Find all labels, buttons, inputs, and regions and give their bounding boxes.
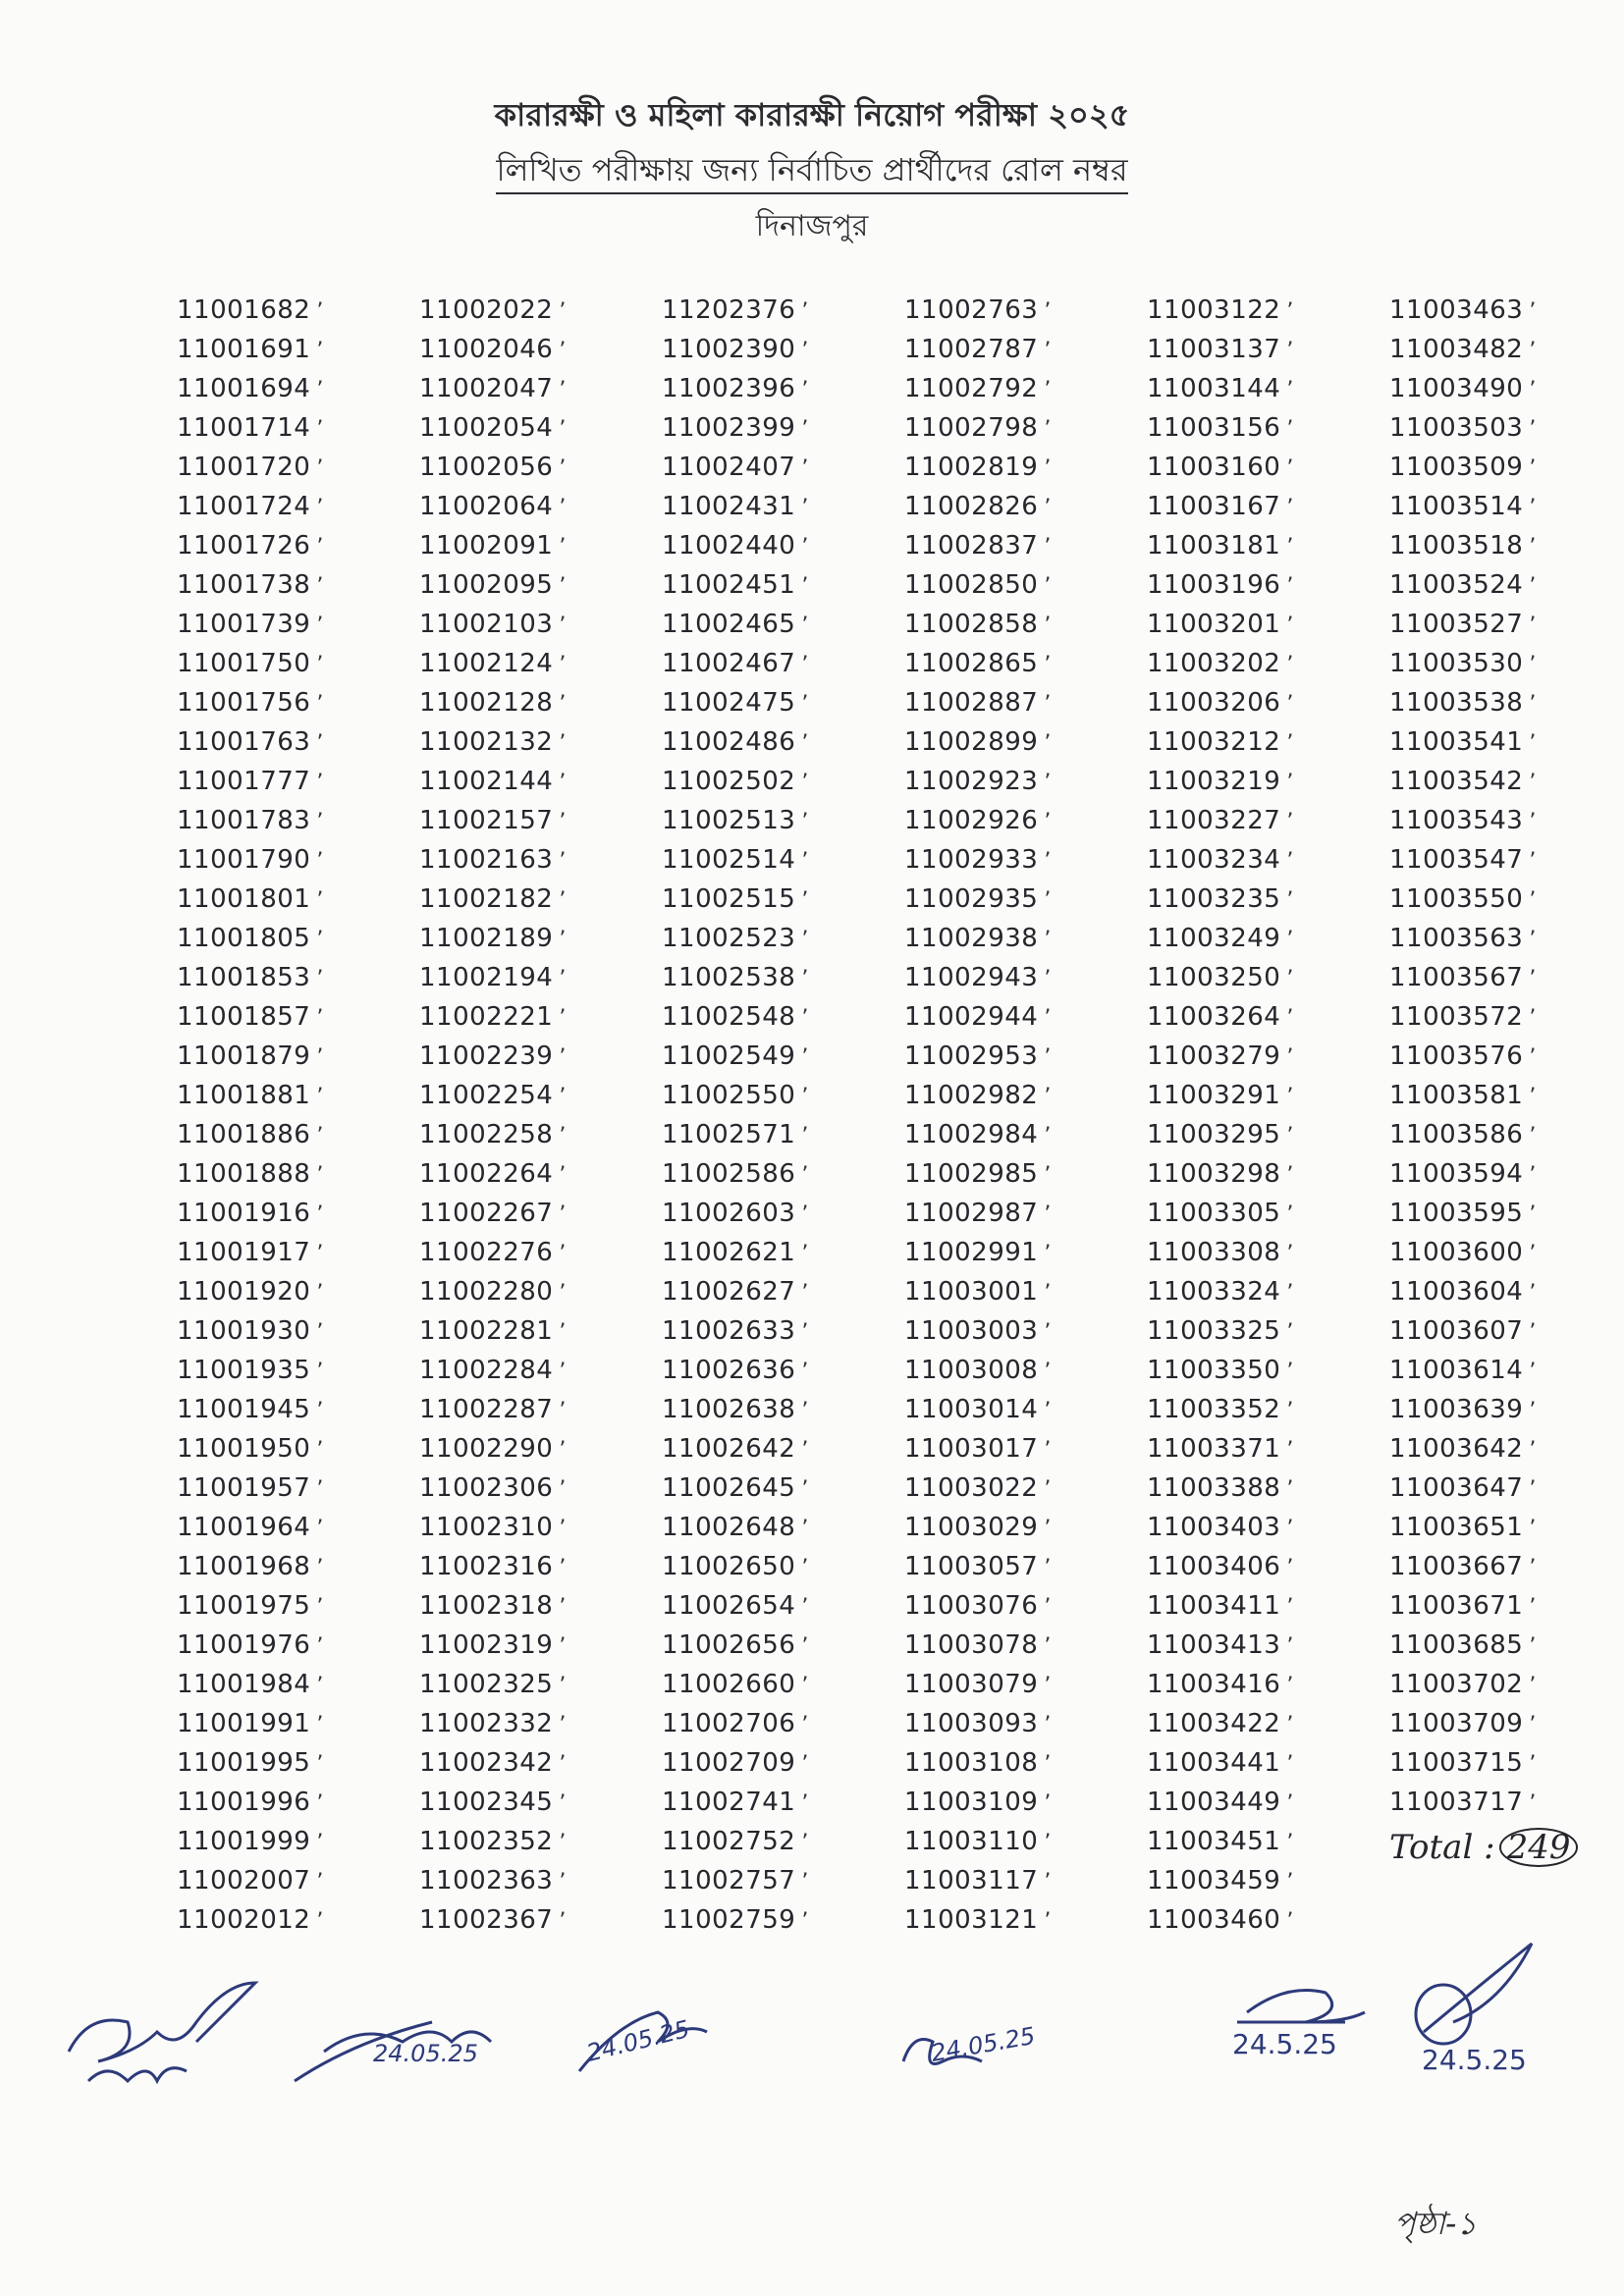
roll-number: 11003614 ’	[1389, 1351, 1624, 1390]
roll-number: 11002660 ’	[662, 1665, 897, 1704]
roll-number: 11003022 ’	[904, 1468, 1140, 1508]
roll-number: 11002642 ’	[662, 1429, 897, 1468]
roll-number: 11002549 ’	[662, 1037, 897, 1076]
svg-text:24.05.25: 24.05.25	[373, 2040, 478, 2067]
roll-number: 11001720 ’	[177, 448, 412, 487]
roll-number: 11002982 ’	[904, 1076, 1140, 1115]
roll-number: 11002396 ’	[662, 369, 897, 408]
roll-number: 11001801 ’	[177, 880, 412, 919]
roll-number: 11001724 ’	[177, 487, 412, 526]
roll-number: 11002798 ’	[904, 408, 1140, 448]
roll-number: 11002194 ’	[419, 958, 655, 997]
roll-number: 11002465 ’	[662, 605, 897, 644]
roll-number: 11002091 ’	[419, 526, 655, 565]
roll-number: 11003121 ’	[904, 1900, 1140, 1940]
roll-number: 11002935 ’	[904, 880, 1140, 919]
roll-number: 11003122 ’	[1147, 291, 1382, 330]
roll-number: 11003490 ’	[1389, 369, 1624, 408]
roll-number: 11002157 ’	[419, 801, 655, 840]
roll-number: 11003518 ’	[1389, 526, 1624, 565]
roll-number: 11003441 ’	[1147, 1743, 1382, 1783]
roll-number: 11003352 ’	[1147, 1390, 1382, 1429]
roll-number: 11002926 ’	[904, 801, 1140, 840]
roll-number: 11003586 ’	[1389, 1115, 1624, 1154]
roll-number: 11002318 ’	[419, 1586, 655, 1626]
roll-number: 11003604 ’	[1389, 1272, 1624, 1311]
roll-number: 11003017 ’	[904, 1429, 1140, 1468]
roll-number: 11001750 ’	[177, 644, 412, 683]
roll-number: 11001783 ’	[177, 801, 412, 840]
roll-number: 11003416 ’	[1147, 1665, 1382, 1704]
roll-number: 11002741 ’	[662, 1783, 897, 1822]
svg-text:24.05.25: 24.05.25	[929, 2021, 1038, 2067]
roll-number: 11001957 ’	[177, 1468, 412, 1508]
roll-number: 11002603 ’	[662, 1194, 897, 1233]
roll-number: 11002124 ’	[419, 644, 655, 683]
roll-number: 11003371 ’	[1147, 1429, 1382, 1468]
total-label: Total :	[1389, 1828, 1495, 1867]
roll-number: 11002757 ’	[662, 1861, 897, 1900]
roll-number: 11002342 ’	[419, 1743, 655, 1783]
roll-number: 11002407 ’	[662, 448, 897, 487]
signature-1	[69, 1983, 255, 2081]
roll-number: 11002865 ’	[904, 644, 1140, 683]
roll-number: 11001886 ’	[177, 1115, 412, 1154]
roll-number: 11001964 ’	[177, 1508, 412, 1547]
total-value: 249	[1499, 1828, 1579, 1867]
roll-number: 11003160 ’	[1147, 448, 1382, 487]
signature-3	[579, 2012, 707, 2071]
roll-number: 11001995 ’	[177, 1743, 412, 1783]
roll-number: 11002332 ’	[419, 1704, 655, 1743]
roll-number: 11003709 ’	[1389, 1704, 1624, 1743]
roll-number: 11003057 ’	[904, 1547, 1140, 1586]
roll-number: 11002276 ’	[419, 1233, 655, 1272]
roll-number: 11002290 ’	[419, 1429, 655, 1468]
roll-number: 11001739 ’	[177, 605, 412, 644]
roll-number: 11001999 ’	[177, 1822, 412, 1861]
roll-number: 11002440 ’	[662, 526, 897, 565]
roll-number: 11003196 ’	[1147, 565, 1382, 605]
roll-number: 11002221 ’	[419, 997, 655, 1037]
roll-number: 11002638 ’	[662, 1390, 897, 1429]
roll-number: 11202376 ’	[662, 291, 897, 330]
roll-number: 11002991 ’	[904, 1233, 1140, 1272]
roll-number: 11003291 ’	[1147, 1076, 1382, 1115]
roll-number: 11002103 ’	[419, 605, 655, 644]
roll-number: 11003460 ’	[1147, 1900, 1382, 1940]
roll-number: 11002953 ’	[904, 1037, 1140, 1076]
roll-number: 11002467 ’	[662, 644, 897, 683]
roll-number: 11003459 ’	[1147, 1861, 1382, 1900]
roll-number: 11002352 ’	[419, 1822, 655, 1861]
roll-number: 11003108 ’	[904, 1743, 1140, 1783]
roll-number: 11003227 ’	[1147, 801, 1382, 840]
roll-number: 11003003 ’	[904, 1311, 1140, 1351]
roll-number: 11003581 ’	[1389, 1076, 1624, 1115]
roll-number: 11002431 ’	[662, 487, 897, 526]
roll-number: 11001756 ’	[177, 683, 412, 722]
signature-6	[1416, 1944, 1532, 2076]
roll-number: 11001945 ’	[177, 1390, 412, 1429]
roll-number: 11002316 ’	[419, 1547, 655, 1586]
roll-number: 11001950 ’	[177, 1429, 412, 1468]
roll-number: 11003181 ’	[1147, 526, 1382, 565]
page-number: পৃষ্ঠা-১	[1394, 2205, 1478, 2242]
roll-number: 11001930 ’	[177, 1311, 412, 1351]
roll-number: 11001682 ’	[177, 291, 412, 330]
roll-number: 11002267 ’	[419, 1194, 655, 1233]
roll-number: 11002128 ’	[419, 683, 655, 722]
roll-number: 11003298 ’	[1147, 1154, 1382, 1194]
roll-number: 11002319 ’	[419, 1626, 655, 1665]
roll-number: 11003403 ’	[1147, 1508, 1382, 1547]
roll-number: 11003595 ’	[1389, 1194, 1624, 1233]
roll-number: 11002182 ’	[419, 880, 655, 919]
roll-number: 11003600 ’	[1389, 1233, 1624, 1272]
roll-number: 11002325 ’	[419, 1665, 655, 1704]
roll-number: 11002022 ’	[419, 291, 655, 330]
roll-number: 11003406 ’	[1147, 1547, 1382, 1586]
roll-number: 11002933 ’	[904, 840, 1140, 880]
roll-number: 11002502 ’	[662, 762, 897, 801]
roll-number: 11002513 ’	[662, 801, 897, 840]
roll-number: 11003264 ’	[1147, 997, 1382, 1037]
roll-number: 11003234 ’	[1147, 840, 1382, 880]
roll-number: 11003482 ’	[1389, 330, 1624, 369]
roll-number: 11002064 ’	[419, 487, 655, 526]
roll-number: 11002938 ’	[904, 919, 1140, 958]
roll-number: 11003639 ’	[1389, 1390, 1624, 1429]
roll-number: 11002132 ’	[419, 722, 655, 762]
roll-number: 11002287 ’	[419, 1390, 655, 1429]
roll-number: 11001790 ’	[177, 840, 412, 880]
roll-number: 11003093 ’	[904, 1704, 1140, 1743]
roll-number: 11002654 ’	[662, 1586, 897, 1626]
roll-number: 11002826 ’	[904, 487, 1140, 526]
roll-number: 11002046 ’	[419, 330, 655, 369]
roll-number: 11002163 ’	[419, 840, 655, 880]
roll-number: 11002858 ’	[904, 605, 1140, 644]
roll-number: 11002987 ’	[904, 1194, 1140, 1233]
roll-number: 11001975 ’	[177, 1586, 412, 1626]
roll-number: 11002633 ’	[662, 1311, 897, 1351]
roll-number: 11002586 ’	[662, 1154, 897, 1194]
roll-number: 11002144 ’	[419, 762, 655, 801]
roll-number: 11002254 ’	[419, 1076, 655, 1115]
roll-number: 11003538 ’	[1389, 683, 1624, 722]
roll-number: 11003137 ’	[1147, 330, 1382, 369]
roll-number: 11002706 ’	[662, 1704, 897, 1743]
roll-number: 11003219 ’	[1147, 762, 1382, 801]
roll-number: 11003702 ’	[1389, 1665, 1624, 1704]
roll-number: 11002515 ’	[662, 880, 897, 919]
roll-number: 11003202 ’	[1147, 644, 1382, 683]
roll-number: 11001853 ’	[177, 958, 412, 997]
roll-number: 11001996 ’	[177, 1783, 412, 1822]
roll-number: 11002819 ’	[904, 448, 1140, 487]
roll-number: 11002095 ’	[419, 565, 655, 605]
roll-number: 11002650 ’	[662, 1547, 897, 1586]
roll-number: 11003524 ’	[1389, 565, 1624, 605]
roll-number: 11002258 ’	[419, 1115, 655, 1154]
roll-number: 11002239 ’	[419, 1037, 655, 1076]
roll-number: 11002399 ’	[662, 408, 897, 448]
roll-number: 11002648 ’	[662, 1508, 897, 1547]
roll-number: 11003076 ’	[904, 1586, 1140, 1626]
roll-number: 11001738 ’	[177, 565, 412, 605]
roll-number: 11003078 ’	[904, 1626, 1140, 1665]
district-name: দিনাজপুর	[755, 209, 869, 243]
roll-number: 11003463 ’	[1389, 291, 1624, 330]
roll-number: 11001714 ’	[177, 408, 412, 448]
signature-4	[903, 2022, 1037, 2067]
roll-number: 11003308 ’	[1147, 1233, 1382, 1272]
roll-number: 11003527 ’	[1389, 605, 1624, 644]
roll-number: 11001691 ’	[177, 330, 412, 369]
roll-number: 11003305 ’	[1147, 1194, 1382, 1233]
roll-number: 11002012 ’	[177, 1900, 412, 1940]
roll-number: 11003715 ’	[1389, 1743, 1624, 1783]
roll-number: 11003563 ’	[1389, 919, 1624, 958]
roll-number: 11002007 ’	[177, 1861, 412, 1900]
roll-number: 11001968 ’	[177, 1547, 412, 1586]
roll-number: 11002984 ’	[904, 1115, 1140, 1154]
roll-number: 11002943 ’	[904, 958, 1140, 997]
roll-number: 11002985 ’	[904, 1154, 1140, 1194]
roll-number: 11002645 ’	[662, 1468, 897, 1508]
roll-number: 11003295 ’	[1147, 1115, 1382, 1154]
roll-number: 11003250 ’	[1147, 958, 1382, 997]
roll-number: 11002550 ’	[662, 1076, 897, 1115]
roll-number: 11002281 ’	[419, 1311, 655, 1351]
roll-number: 11002390 ’	[662, 330, 897, 369]
roll-number: 11003541 ’	[1389, 722, 1624, 762]
roll-number: 11003235 ’	[1147, 880, 1382, 919]
roll-number: 11001805 ’	[177, 919, 412, 958]
roll-number: 11002636 ’	[662, 1351, 897, 1390]
roll-number: 11003594 ’	[1389, 1154, 1624, 1194]
roll-number: 11002944 ’	[904, 997, 1140, 1037]
roll-number: 11003542 ’	[1389, 762, 1624, 801]
roll-number: 11002486 ’	[662, 722, 897, 762]
roll-number: 11003451 ’	[1147, 1822, 1382, 1861]
roll-number: 11003514 ’	[1389, 487, 1624, 526]
roll-number: 11003117 ’	[904, 1861, 1140, 1900]
roll-number: 11003572 ’	[1389, 997, 1624, 1037]
roll-number: 11003576 ’	[1389, 1037, 1624, 1076]
roll-number: 11002056 ’	[419, 448, 655, 487]
roll-number: 11003156 ’	[1147, 408, 1382, 448]
roll-number: 11002363 ’	[419, 1861, 655, 1900]
roll-number: 11003324 ’	[1147, 1272, 1382, 1311]
roll-number: 11001777 ’	[177, 762, 412, 801]
roll-number: 11003029 ’	[904, 1508, 1140, 1547]
roll-number: 11002475 ’	[662, 683, 897, 722]
roll-number: 11003503 ’	[1389, 408, 1624, 448]
roll-number: 11002451 ’	[662, 565, 897, 605]
roll-number: 11003530 ’	[1389, 644, 1624, 683]
roll-number: 11002054 ’	[419, 408, 655, 448]
roll-number: 11001879 ’	[177, 1037, 412, 1076]
roll-number: 11003008 ’	[904, 1351, 1140, 1390]
exam-title: কারারক্ষী ও মহিলা কারারক্ষী নিয়োগ পরীক্ষা ২০২৫	[494, 96, 1130, 133]
roll-number: 11001935 ’	[177, 1351, 412, 1390]
roll-number: 11001917 ’	[177, 1233, 412, 1272]
roll-number: 11003110 ’	[904, 1822, 1140, 1861]
roll-number: 11003249 ’	[1147, 919, 1382, 958]
roll-number: 11001888 ’	[177, 1154, 412, 1194]
roll-number: 11002787 ’	[904, 330, 1140, 369]
roll-number: 11003144 ’	[1147, 369, 1382, 408]
roll-number: 11003325 ’	[1147, 1311, 1382, 1351]
roll-number: 11001857 ’	[177, 997, 412, 1037]
roll-number: 11003206 ’	[1147, 683, 1382, 722]
roll-number: 11001694 ’	[177, 369, 412, 408]
roll-number: 11002047 ’	[419, 369, 655, 408]
roll-number: 11001920 ’	[177, 1272, 412, 1311]
roll-number: 11003411 ’	[1147, 1586, 1382, 1626]
roll-number: 11003001 ’	[904, 1272, 1140, 1311]
roll-number: 11003014 ’	[904, 1390, 1140, 1429]
roll-number: 11002887 ’	[904, 683, 1140, 722]
roll-number: 11002709 ’	[662, 1743, 897, 1783]
roll-number: 11002310 ’	[419, 1508, 655, 1547]
roll-number: 11003388 ’	[1147, 1468, 1382, 1508]
roll-number: 11002571 ’	[662, 1115, 897, 1154]
roll-number: 11002621 ’	[662, 1233, 897, 1272]
roll-number: 11003685 ’	[1389, 1626, 1624, 1665]
roll-number: 11002792 ’	[904, 369, 1140, 408]
roll-number: 11003201 ’	[1147, 605, 1382, 644]
roll-number: 11002189 ’	[419, 919, 655, 958]
roll-number: 11003413 ’	[1147, 1626, 1382, 1665]
roll-number: 11003212 ’	[1147, 722, 1382, 762]
svg-text:24.5.25: 24.5.25	[1422, 2044, 1527, 2076]
roll-number: 11002345 ’	[419, 1783, 655, 1822]
roll-number: 11003607 ’	[1389, 1311, 1624, 1351]
roll-number: 11001916 ’	[177, 1194, 412, 1233]
roll-number: 11002763 ’	[904, 291, 1140, 330]
roll-number: 11003717 ’	[1389, 1783, 1624, 1822]
roll-number: 11002538 ’	[662, 958, 897, 997]
roll-number: 11002306 ’	[419, 1468, 655, 1508]
roll-number: 11002837 ’	[904, 526, 1140, 565]
roll-number: 11003547 ’	[1389, 840, 1624, 880]
roll-number: 11001881 ’	[177, 1076, 412, 1115]
roll-number: 11003422 ’	[1147, 1704, 1382, 1743]
roll-number: 11003109 ’	[904, 1783, 1140, 1822]
roll-number: 11002548 ’	[662, 997, 897, 1037]
roll-number: 11002367 ’	[419, 1900, 655, 1940]
roll-number: 11003567 ’	[1389, 958, 1624, 997]
roll-number: 11002899 ’	[904, 722, 1140, 762]
roll-number: 11002284 ’	[419, 1351, 655, 1390]
roll-number: 11003167 ’	[1147, 487, 1382, 526]
roll-number: 11002923 ’	[904, 762, 1140, 801]
roll-number: 11001763 ’	[177, 722, 412, 762]
signature-2	[295, 2022, 491, 2081]
roll-number: 11003667 ’	[1389, 1547, 1624, 1586]
roll-number: 11002264 ’	[419, 1154, 655, 1194]
roll-number: 11002523 ’	[662, 919, 897, 958]
roll-number: 11003651 ’	[1389, 1508, 1624, 1547]
roll-number: 11001976 ’	[177, 1626, 412, 1665]
svg-text:24.5.25: 24.5.25	[1232, 2028, 1337, 2060]
roll-number: 11003671 ’	[1389, 1586, 1624, 1626]
roll-number: 11002656 ’	[662, 1626, 897, 1665]
roll-number: 11003642 ’	[1389, 1429, 1624, 1468]
roll-number: 11003543 ’	[1389, 801, 1624, 840]
roll-number: 11001991 ’	[177, 1704, 412, 1743]
roll-number: 11003449 ’	[1147, 1783, 1382, 1822]
roll-number: 11002752 ’	[662, 1822, 897, 1861]
roll-number: 11003079 ’	[904, 1665, 1140, 1704]
roll-number: 11003647 ’	[1389, 1468, 1624, 1508]
roll-number: 11002759 ’	[662, 1900, 897, 1940]
list-subtitle: লিখিত পরীক্ষায় জন্য নির্বাচিত প্রার্থীদের রোল নম্বর	[0, 145, 1624, 198]
roll-number: 11002280 ’	[419, 1272, 655, 1311]
roll-number: 11002850 ’	[904, 565, 1140, 605]
signature-5	[1232, 1991, 1365, 2061]
roll-number: 11003350 ’	[1147, 1351, 1382, 1390]
roll-number: 11001984 ’	[177, 1665, 412, 1704]
roll-number: 11002627 ’	[662, 1272, 897, 1311]
roll-number: 11003279 ’	[1147, 1037, 1382, 1076]
roll-number: 11003550 ’	[1389, 880, 1624, 919]
roll-number: 11003509 ’	[1389, 448, 1624, 487]
roll-number: 11002514 ’	[662, 840, 897, 880]
roll-number: 11001726 ’	[177, 526, 412, 565]
svg-text:24.05.25: 24.05.25	[583, 2014, 693, 2067]
